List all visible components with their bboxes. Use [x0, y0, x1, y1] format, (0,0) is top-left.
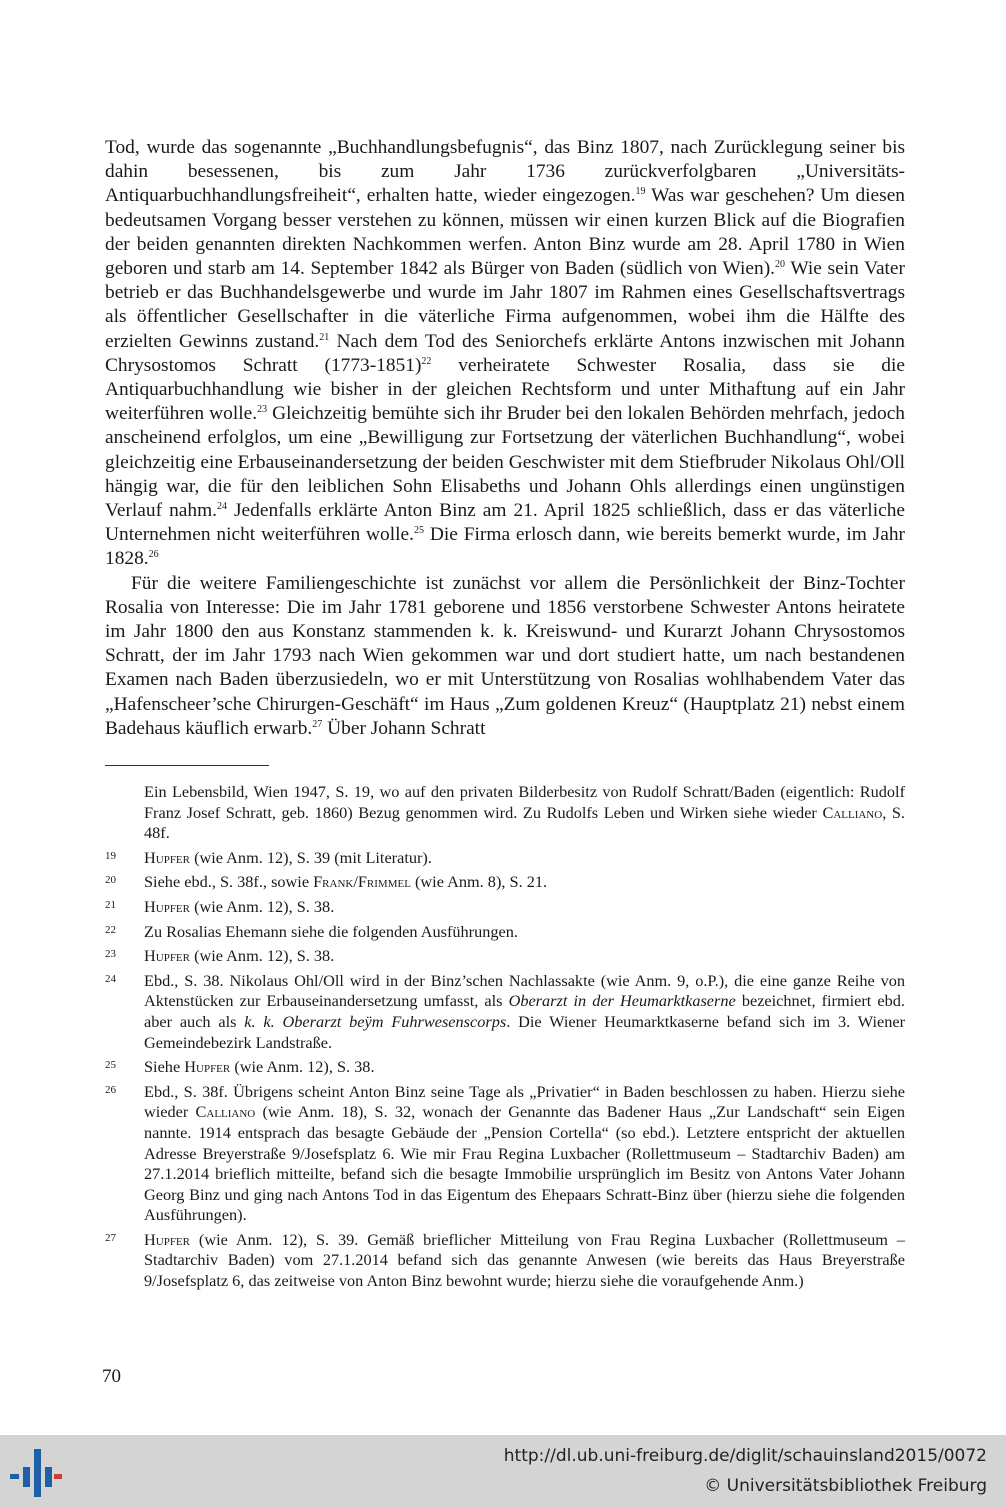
- text-run: Siehe ebd., S. 38f., sowie: [144, 872, 314, 892]
- footnote-ref: 21: [319, 331, 330, 343]
- text-run: Ebd., S. 38. Nikolaus Ohl/Oll wird in der Binz’schen Nachlassakte (wie Anm. 9, o.P.), die eine ganze Reihe von Aktenstücken zur Erbauseinandersetzung umfasst, als: [144, 970, 905, 1011]
- text-run: Die Firma erlosch dann, wie bereits bemerkt wurde, im Jahr 1828.: [105, 524, 905, 570]
- footnote-rule: [105, 765, 269, 766]
- text-run: Gleichzeitig bemühte sich ihr Bruder bei den lokalen Behörden mehrfach, jedoch anscheinend erfolglos, um eine „Bewilligung zur Fortsetzung der väterlichen Buchhandlung“, wobei gleichzeitig eine Erbauseinandersetzung der beiden Geschwister mit dem Stiefbruder Nikolaus Ohl/Oll hängig war, die für den leiblichen Sohn Elisabeths und Johann Ohls allerdings einen ungünstigen Verlauf nahm.: [105, 403, 905, 522]
- footnote-ref: 20: [775, 259, 786, 271]
- text-run: Tod, wurde das sogenannte „Buchhandlungsbefugnis“, das Binz 1807, nach Zurücklegung seiner bis dahin besessenen, bis zum Jahr 1736 zurückverfolgbaren „Universitäts-Antiquarbuchhandlungsfreiheit“, erhalten hatte, wieder eingezogen.: [105, 137, 905, 207]
- text-run: Jedenfalls erklärte Anton Binz am 21. April 1825 schließlich, dass er das väterliche Unternehmen nicht weiterführen wolle.: [105, 500, 905, 546]
- text-run: (wie Anm. 12), S. 39 (mit Literatur).: [190, 847, 432, 867]
- footnote-number: 27: [105, 1231, 116, 1244]
- footnote-ref: 26: [148, 549, 159, 561]
- footnote-number: 25: [105, 1059, 116, 1072]
- paragraph: [105, 572, 905, 741]
- footnote-number: 19: [105, 849, 116, 862]
- text-run: (wie Anm. 12), S. 38.: [190, 896, 335, 916]
- author-name: Calliano: [822, 802, 883, 822]
- text-run: (wie Anm. 18), S. 32, wonach der Genannte das Badener Haus „Zur Landschaft“ sein Eigen nannte. 1914 entsprach das besagte Gebäude der „Pension Cortella“ (so ebd.). Letztere entspricht der aktuellen Adresse Breyerstraße 9/Josefsplatz 6. Wie mir Frau Regina Luxbacher (Rollettmuseum – Stadtarchiv Baden) am 27.1.2014 brieflich mitteilte, befand sich die besagte Immobilie ursprünglich im Besitz von Antons Vater Johann Georg Binz und ging nach Antons Tod in das Eigentum des Ehepaars Schratt-Binz über (hierzu siehe die folgenden Ausführungen).: [144, 1102, 905, 1225]
- footnote: [105, 1057, 905, 1078]
- italic-quote: Oberarzt in der Heumarktkaserne: [508, 991, 736, 1011]
- footnote-number: 22: [105, 923, 116, 936]
- text-run: , S. 48f.: [144, 802, 905, 843]
- main-text: [105, 136, 905, 741]
- footnote-ref: 23: [257, 404, 268, 416]
- text-run: . Die Wiener Heumarktkaserne befand sich im 3. Wiener Gemeindebezirk Landstraße.: [144, 1011, 905, 1052]
- footnote: [105, 1230, 905, 1292]
- author-name: Hupfer: [144, 896, 190, 916]
- text-run: (wie Anm. 8), S. 21.: [410, 872, 548, 892]
- footnote: [105, 1082, 905, 1226]
- footnote: [105, 782, 905, 844]
- author-name: Hupfer: [144, 946, 190, 966]
- footnotes: [105, 782, 905, 1296]
- text-run: verheiratete Schwester Rosalia, dass sie die Antiquarbuchhandlung wie bisher in der gleichen Rechtsform und unter Mithaftung auf ein Jahr weiterführen wolle.: [105, 354, 905, 425]
- text-run: Wie sein Vater betrieb er das Buchhandelsgewerbe und wurde im Jahr 1807 im Rahmen eines Gesellschaftsvertrags als öffentlicher Gesellschafter in die väterliche Firma aufgenommen, wobei ihm die Hälfte des erzielten Gewinns zustand.: [105, 258, 906, 352]
- paragraph: [105, 136, 905, 572]
- footnote-number: 26: [105, 1083, 116, 1096]
- footnote-ref: 22: [421, 355, 432, 367]
- footnote-number: 21: [105, 898, 116, 911]
- text-run: Über Johann Schratt: [322, 717, 486, 739]
- text-run: Für die weitere Familiengeschichte ist zunächst vor allem die Persönlichkeit der Binz-Tochter Rosalia von Interesse: Die im Jahr 1781 geborene und 1856 verstorbene Schwester Antons heiratete im Jahr 1800 den aus Konstanz stammenden k. k. Kreiswund- und Kurarzt Johann Chrysostomos Schratt, der im Jahr 1793 nach Wien gekommen war und dort studiert hatte, um nach bestandenen Examen nach Baden überzusiedeln, wo er mit Unterstützung von Rosalias wohlhabendem Vater das „Hafenscheer’sche Chirurgen-Geschäft“ im Haus „Zum goldenen Kreuz“ (Hauptplatz 21) nebst einem Badehaus käuflich erwarb.: [105, 572, 905, 739]
- footnote-number: 24: [105, 972, 116, 985]
- text-run: (wie Anm. 12), S. 38.: [230, 1057, 375, 1077]
- footnote: [105, 848, 905, 869]
- footnote-ref: 19: [635, 186, 646, 198]
- author-name: Hupfer: [144, 1229, 190, 1249]
- footer-bar: [0, 1435, 1006, 1508]
- footnote: [105, 897, 905, 918]
- text-run: Was war geschehen? Um diesen bedeutsamen Vorgang besser verstehen zu können, müssen wir einen kurzen Blick auf die Biografien der beiden genannten direkten Nachkommen werfen. Anton Binz wurde am 28. April 1780 in Wien geboren und starb am 14. September 1842 als Bürger von Baden (südlich von Wien).: [105, 185, 905, 280]
- footnote: [105, 872, 905, 893]
- footnote-ref: 25: [413, 525, 424, 537]
- footnote-ref: 27: [312, 718, 323, 730]
- ub-freiburg-logo-icon[interactable]: [10, 1445, 62, 1499]
- text-run: Ebd., S. 38f. Übrigens scheint Anton Binz seine Tage als „Privatier“ in Baden beschlossen zu haben. Hierzu siehe wieder: [144, 1081, 905, 1122]
- footnote-number: 20: [105, 874, 116, 887]
- author-name: Hupfer: [144, 847, 190, 867]
- page-number: 70: [102, 1366, 121, 1387]
- footnote-number: 23: [105, 948, 116, 961]
- text-run: Ein Lebensbild, Wien 1947, S. 19, wo auf den privaten Bilderbesitz von Rudolf Schratt/Baden (eigentlich: Rudolf Franz Josef Schratt, geb. 1860) Bezug genommen wird. Zu Rudolfs Leben und Wirken siehe wieder: [144, 782, 905, 822]
- footnote: [105, 946, 905, 967]
- text-run: (wie Anm. 12), S. 39. Gemäß brieflicher Mitteilung von Frau Regina Luxbacher (Rollettmuseum – Stadtarchiv Baden) vom 27.1.2014 befand sich das genannte Anwesen (wie bereits das Haus Breyerstraße 9/Josefsplatz 6, das zeitweise von Anton Binz bewohnt wurde; hierzu siehe die voraufgehende Anm.): [144, 1229, 905, 1291]
- author-name: Frank/Frimmel: [313, 872, 411, 892]
- text-run: bezeichnet, firmiert ebd. aber auch als: [144, 991, 905, 1031]
- footnote-ref: 24: [217, 501, 227, 513]
- author-name: Hupfer: [184, 1057, 231, 1077]
- footnote: [105, 922, 905, 943]
- text-run: Siehe: [144, 1057, 185, 1077]
- footnote: [105, 971, 905, 1053]
- author-name: Calliano: [195, 1102, 256, 1122]
- footer-copyright: © Universitätsbibliothek Freiburg: [704, 1476, 987, 1496]
- text-run: (wie Anm. 12), S. 38.: [190, 946, 335, 966]
- footer-url-link[interactable]: http://dl.ub.uni-freiburg.de/diglit/schauinsland2015/0072: [503, 1446, 987, 1466]
- italic-quote: k. k. Oberarzt beÿm Fuhrwesenscorps: [244, 1011, 507, 1031]
- text-run: Zu Rosalias Ehemann siehe die folgenden Ausführungen.: [144, 921, 518, 941]
- text-run: Nach dem Tod des Seniorchefs erklärte Antons inzwischen mit Johann Chrysostomos Schratt (1773-1851): [105, 330, 905, 376]
